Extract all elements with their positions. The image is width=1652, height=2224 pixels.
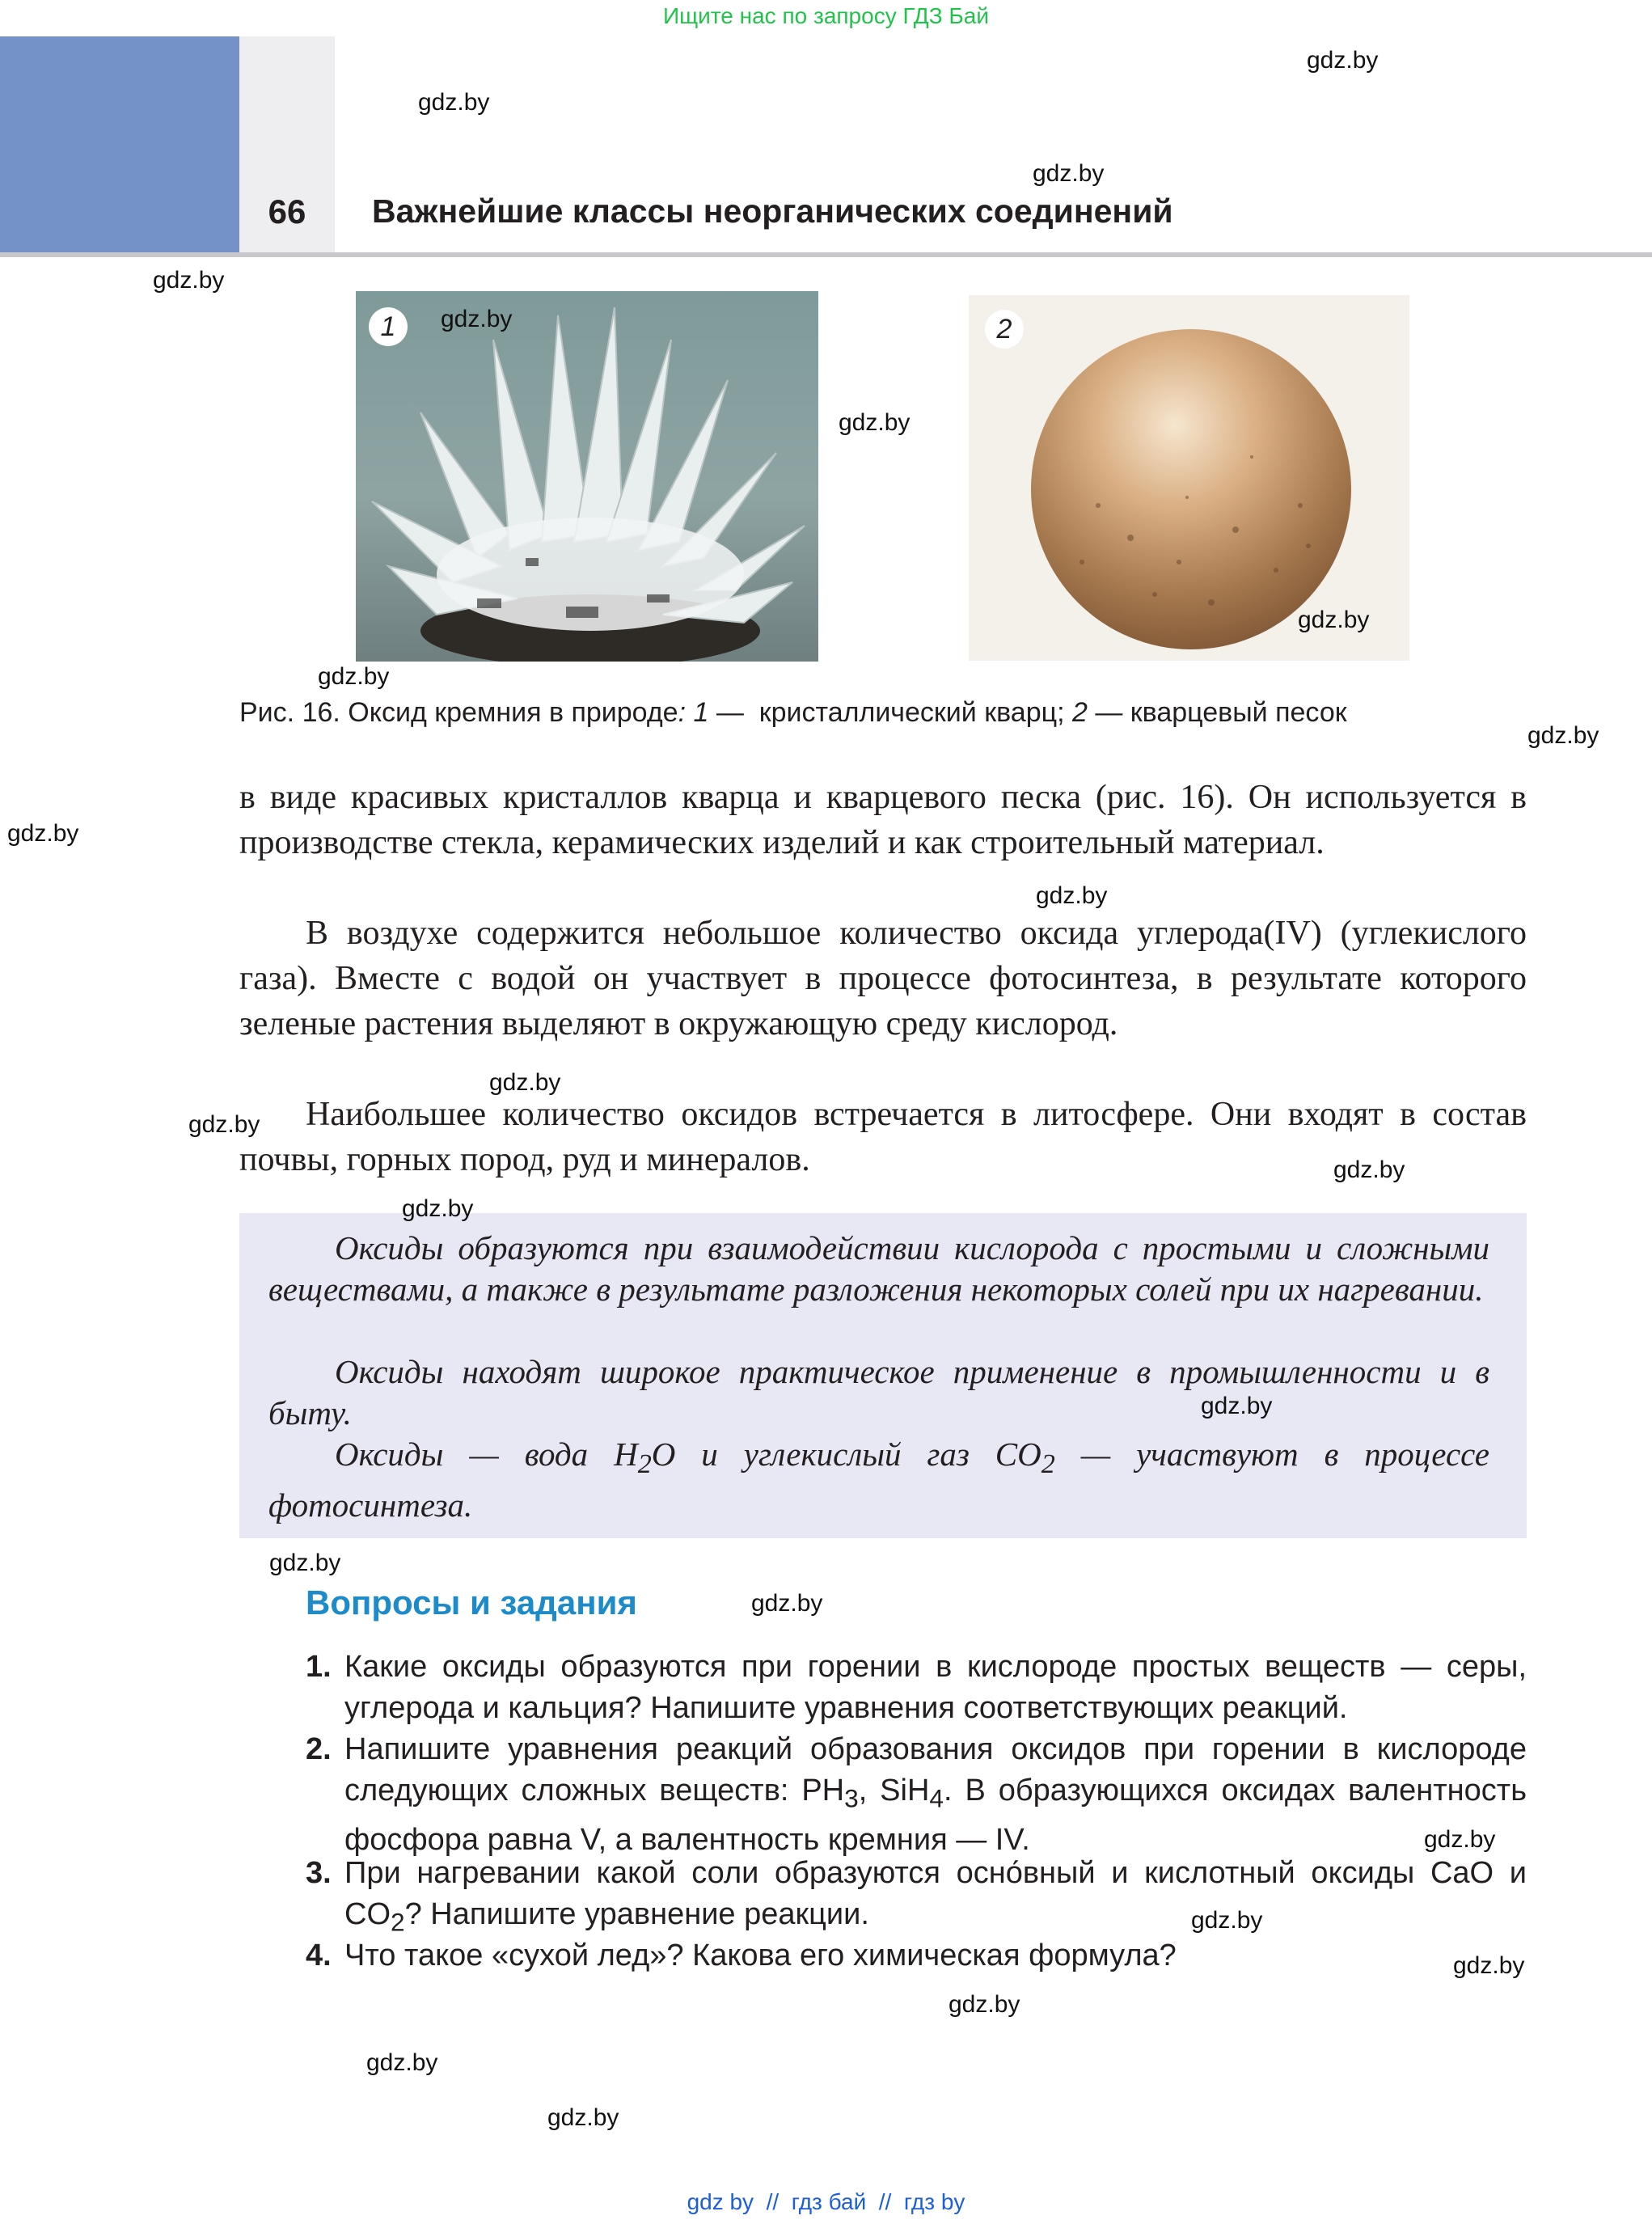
summary-paragraph-2: Оксиды находят широкое практическое применение в промышленности и в быту. xyxy=(268,1353,1489,1431)
watermark: gdz.by xyxy=(1033,160,1105,187)
watermark: gdz.by xyxy=(366,2049,438,2076)
question-2-number: 2. xyxy=(306,1732,332,1766)
quartz-crystal-illustration xyxy=(356,291,818,662)
question-3-text xyxy=(344,1853,1527,1943)
figure-caption xyxy=(239,697,1347,729)
question-1 xyxy=(306,1647,1527,1729)
caption-colon: : xyxy=(678,697,687,728)
question-2-c: . В образующихся оксидах валентность фосфора равна V, а валентность кремния — IV. xyxy=(344,1774,1527,1857)
watermark: gdz.by xyxy=(839,409,911,436)
watermark: gdz.by xyxy=(418,89,490,116)
watermark: gdz.by xyxy=(489,1069,561,1096)
body-paragraph-3: Наибольшее количество оксидов встречается в литосфере. Они входят в состав почвы, горных пород, руд и минералов. xyxy=(239,1096,1527,1178)
watermark: gdz.by xyxy=(188,1111,260,1138)
header-divider xyxy=(0,252,1652,257)
question-3-a: При нагревании какой соли образуются осно́вный и кислотный оксиды CaO и CO xyxy=(344,1856,1527,1931)
question-3-number: 3. xyxy=(306,1856,332,1890)
photo-2-number-badge: 2 xyxy=(985,310,1024,349)
watermark: gdz.by xyxy=(402,1195,474,1222)
caption-number-2: 2 xyxy=(1071,697,1088,728)
watermark: gdz.by xyxy=(318,663,390,690)
watermark: gdz.by xyxy=(1191,1907,1263,1934)
watermark: gdz.by xyxy=(153,267,225,294)
watermark: gdz.by xyxy=(1527,722,1599,749)
question-2-sub-1: 3 xyxy=(844,1783,859,1813)
bottom-site-links[interactable]: gdz by // гдз бай // гдз by xyxy=(687,2189,965,2214)
page-number: 66 xyxy=(268,192,306,230)
summary-box xyxy=(239,1213,1527,1538)
summary-paragraph-1: Оксиды образуются при взаимодействии кислорода с простыми и сложными веществами, а также в результате разложения некоторых солей при их нагревании. xyxy=(268,1229,1489,1308)
caption-prefix: Рис. 16. Оксид кремния в природе xyxy=(239,697,678,728)
summary-p3-b: O и углекислый газ CO xyxy=(651,1435,1041,1473)
summary-p3-c: — участвуют в процессе фотосинтеза. xyxy=(268,1435,1490,1524)
watermark: gdz.by xyxy=(1036,882,1108,909)
caption-part-2: — кварцевый песок xyxy=(1087,697,1347,728)
watermark: gdz.by xyxy=(269,1550,341,1576)
summary-p3-sub-2: 2 xyxy=(1041,1449,1055,1480)
question-3-sub: 2 xyxy=(391,1907,405,1937)
watermark: gdz.by xyxy=(1201,1393,1273,1419)
watermark: gdz.by xyxy=(1333,1156,1405,1183)
chapter-title: Важнейшие классы неорганических соединений xyxy=(372,192,1173,230)
summary-p3-a: Оксиды — вода H xyxy=(335,1435,638,1473)
question-2-a: Напишите уравнения реакций образования оксидов при горении в кислороде следующих сложных веществ: PH xyxy=(344,1732,1527,1808)
watermark: gdz.by xyxy=(547,2104,619,2131)
body-paragraph-2: В воздухе содержится небольшое количество оксида углерода(IV) (углекислого газа). Вместе с водой он участвует в процессе фотосинтеза, в результате которого зеленые растения выделяют в окружающую среду кислород. xyxy=(239,915,1527,1042)
photo-1-number-badge: 1 xyxy=(369,307,408,346)
header-color-block xyxy=(0,36,239,256)
question-2 xyxy=(306,1729,1527,1861)
watermark: gdz.by xyxy=(7,820,79,847)
question-4-number: 4. xyxy=(306,1939,332,1972)
quartz-crystal-photo xyxy=(356,291,818,662)
question-4 xyxy=(306,1935,1527,1977)
question-2-b: , SiH xyxy=(858,1774,930,1808)
questions-heading: Вопросы и задания xyxy=(306,1583,637,1621)
question-2-sub-2: 4 xyxy=(929,1783,944,1813)
question-1-text: Какие оксиды образуются при горении в кислороде простых веществ — серы, углерода и кальция? Напишите уравнения соответствующих реакций. xyxy=(344,1650,1527,1725)
watermark: gdz.by xyxy=(949,1991,1020,2018)
question-1-number: 1. xyxy=(306,1650,332,1684)
question-3-b: ? Напишите уравнение реакции. xyxy=(404,1897,869,1931)
question-2-text xyxy=(344,1729,1527,1861)
watermark: gdz.by xyxy=(751,1590,823,1617)
watermark: gdz.by xyxy=(1424,1826,1496,1853)
caption-number-1: 1 xyxy=(693,697,709,728)
watermark: gdz.by xyxy=(441,306,513,332)
caption-part-1: — кристаллический кварц; xyxy=(708,697,1072,728)
summary-paragraph-3 xyxy=(268,1434,1489,1526)
question-4-text: Что такое «сухой лед»? Какова его химическая формула? xyxy=(344,1939,1177,1972)
summary-p3-sub-1: 2 xyxy=(637,1449,652,1480)
watermark: gdz.by xyxy=(1307,47,1379,74)
body-paragraph-1: в виде красивых кристаллов кварца и кварцевого песка (рис. 16). Он используется в производстве стекла, керамических изделий и как строительный материал. xyxy=(239,779,1527,861)
top-banner-link[interactable]: Ищите нас по запросу ГДЗ Бай xyxy=(662,3,990,28)
watermark: gdz.by xyxy=(1453,1952,1525,1979)
watermark: gdz.by xyxy=(1298,607,1370,633)
question-3 xyxy=(306,1853,1527,1943)
